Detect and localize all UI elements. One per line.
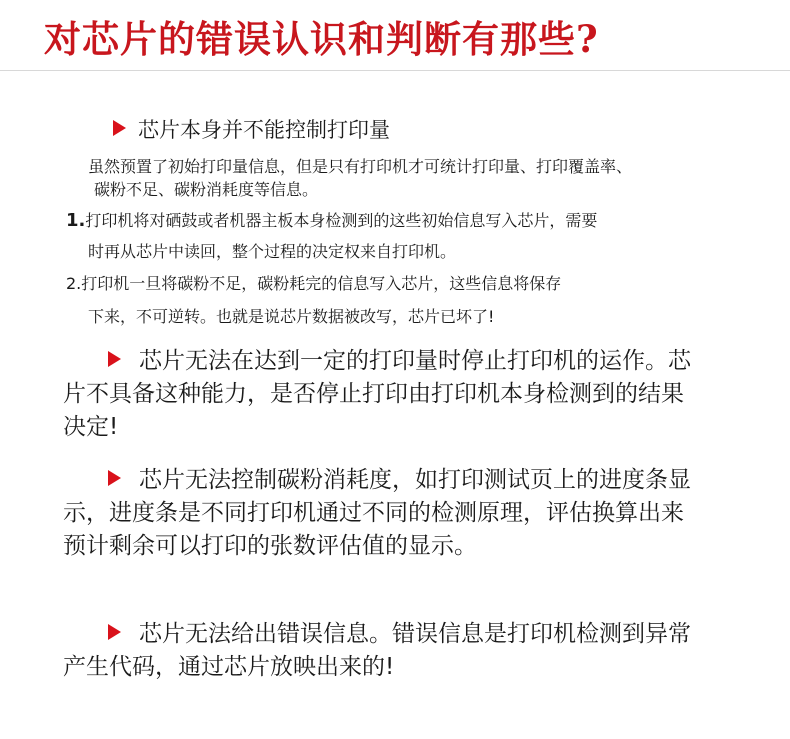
section1-intro-line2: 碳粉不足、碳粉消耗度等信息。	[94, 180, 319, 199]
list-item-number: 2.	[66, 274, 82, 293]
page-title: 对芯片的错误认识和判断有那些?	[44, 17, 599, 61]
paragraph-error-info	[63, 618, 693, 684]
red-triangle-bullet-icon	[108, 624, 121, 640]
paragraph-toner-consumption	[63, 464, 693, 563]
red-triangle-bullet-icon	[108, 351, 121, 367]
title-divider	[0, 70, 790, 71]
section1-heading-text: 芯片本身并不能控制打印量	[138, 118, 390, 142]
paragraph-text: 芯片无法在达到一定的打印量时停止打印机的运作。芯片不具备这种能力，是否停止打印由打印机本身检测到的结果决定!	[63, 348, 691, 440]
list-item-2-continuation: 下来，不可逆转。也就是说芯片数据被改写，芯片已坏了!	[88, 307, 495, 326]
section1-intro-line1: 虽然预置了初始打印量信息，但是只有打印机才可统计打印量、打印覆盖率、	[88, 157, 633, 176]
red-triangle-bullet-icon	[113, 120, 126, 136]
paragraph-text: 芯片无法给出错误信息。错误信息是打印机检测到异常产生代码，通过芯片放映出来的!	[63, 621, 691, 680]
paragraph-print-stop	[63, 345, 693, 444]
list-item-number: 1.	[66, 210, 86, 231]
list-item-1-continuation: 时再从芯片中读回，整个过程的决定权来自打印机。	[88, 242, 457, 261]
red-triangle-bullet-icon	[108, 470, 121, 486]
paragraph-text: 芯片无法控制碳粉消耗度，如打印测试页上的进度条显示，进度条是不同打印机通过不同的检测原理，评估换算出来预计剩余可以打印的张数评估值的显示。	[63, 467, 691, 559]
section1-heading	[113, 114, 390, 146]
list-item-text: 打印机一旦将碳粉不足，碳粉耗完的信息写入芯片，这些信息将保存	[81, 274, 562, 293]
list-item-text: 打印机将对硒鼓或者机器主板本身检测到的这些初始信息写入芯片，需要	[85, 211, 598, 230]
list-item-2	[66, 272, 561, 296]
list-item-1	[66, 209, 597, 233]
